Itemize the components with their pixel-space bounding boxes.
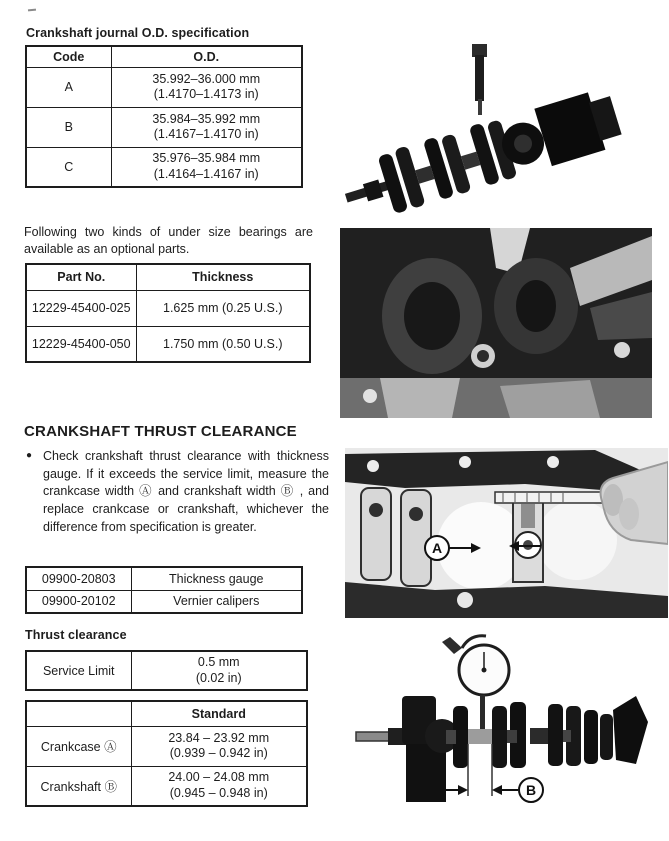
table-row (26, 107, 302, 147)
col-header-part-no: Part No. (26, 264, 136, 290)
table-row (26, 726, 307, 766)
table-row (26, 651, 307, 690)
bearings-table (25, 263, 311, 363)
od-in: (1.4164–1.4167 in) (153, 166, 259, 181)
scan-artifact (28, 9, 36, 12)
tool-name-cell: Vernier calipers (131, 590, 302, 613)
col-header-standard: Standard (131, 701, 307, 726)
service-limit-label-cell: Service Limit (26, 651, 131, 690)
micrometer-icon (472, 44, 487, 115)
col-header-od: O.D. (111, 46, 302, 67)
service-limit-table (25, 650, 308, 691)
col-header-code: Code (26, 46, 111, 67)
bearings-intro-paragraph: Following two kinds of under size bearings are available as an optional parts. (24, 225, 313, 256)
table-header-row (26, 701, 307, 726)
tools-table (25, 566, 303, 614)
tool-code-cell: 09900-20803 (26, 567, 131, 590)
blank-cell (26, 701, 131, 726)
part-no-cell: 12229-45400-050 (26, 326, 136, 362)
tool-code-cell: 09900-20102 (26, 590, 131, 613)
col-header-thickness: Thickness (136, 264, 310, 290)
photo-crankshaft-journal-micrometer (344, 36, 644, 214)
label-a-text: A (431, 540, 443, 556)
standard-in: (0.945 – 0.948 in) (169, 785, 268, 800)
table-row (26, 326, 310, 362)
bullet-icon: ● (26, 450, 33, 461)
service-limit-mm: 0.5 mm (197, 655, 240, 669)
standard-label-cell: Crankshaft Ⓑ (26, 766, 131, 806)
standard-mm: 23.84 – 23.92 mm (168, 730, 270, 745)
crankshaft-icon (344, 85, 625, 214)
table-row (26, 766, 307, 806)
table-header-row (26, 46, 302, 67)
table-row (26, 567, 302, 590)
tool-name-cell: Thickness gauge (131, 567, 302, 590)
table-row (26, 590, 302, 613)
photo-crankcase-width-measurement (345, 448, 668, 618)
table-header-row (26, 264, 310, 290)
thrust-bullet-text: Check crankshaft thrust clearance with thickness gauge. If it exceeds the service limit, measure the crankcase width Ⓐ and crankshaft width Ⓑ , and replace crankcase or crankshaft, whichever the difference from specification is greater. (43, 449, 329, 534)
standard-mm: 24.00 – 24.08 mm (168, 770, 270, 785)
standard-label-cell: Crankcase Ⓐ (26, 726, 131, 766)
od-in: (1.4170–1.4173 in) (153, 87, 259, 101)
standard-value-cell (131, 766, 307, 806)
od-cell (111, 67, 302, 107)
code-cell: B (26, 107, 111, 147)
table-row (26, 147, 302, 187)
photo-crankshaft-width-measurement (350, 632, 648, 814)
od-mm: 35.984–35.992 mm (152, 111, 261, 126)
service-limit-in: (0.02 in) (195, 670, 242, 685)
thrust-bullet-item (26, 448, 329, 537)
standard-value-cell (131, 726, 307, 766)
journal-spec-title: Crankshaft journal O.D. specification (26, 26, 250, 40)
od-in: (1.4167–1.4170 in) (153, 127, 259, 141)
thrust-clearance-label: Thrust clearance (25, 628, 127, 642)
standard-table (25, 700, 308, 807)
table-row (26, 67, 302, 107)
standard-in: (0.939 – 0.942 in) (169, 746, 268, 760)
thickness-cell: 1.625 mm (0.25 U.S.) (136, 290, 310, 326)
thickness-cell: 1.750 mm (0.50 U.S.) (136, 326, 310, 362)
part-no-cell: 12229-45400-025 (26, 290, 136, 326)
od-cell (111, 147, 302, 187)
code-cell: A (26, 67, 111, 107)
photo-crankshaft-in-crankcase (340, 228, 652, 418)
thrust-clearance-heading: CRANKSHAFT THRUST CLEARANCE (24, 423, 297, 440)
journal-od-table (25, 45, 303, 188)
od-mm: 35.976–35.984 mm (152, 151, 261, 166)
service-limit-value-cell (131, 651, 307, 690)
label-b-text: B (525, 782, 537, 798)
od-cell (111, 107, 302, 147)
od-mm: 35.992–36.000 mm (152, 71, 261, 86)
table-row (26, 290, 310, 326)
code-cell: C (26, 147, 111, 187)
